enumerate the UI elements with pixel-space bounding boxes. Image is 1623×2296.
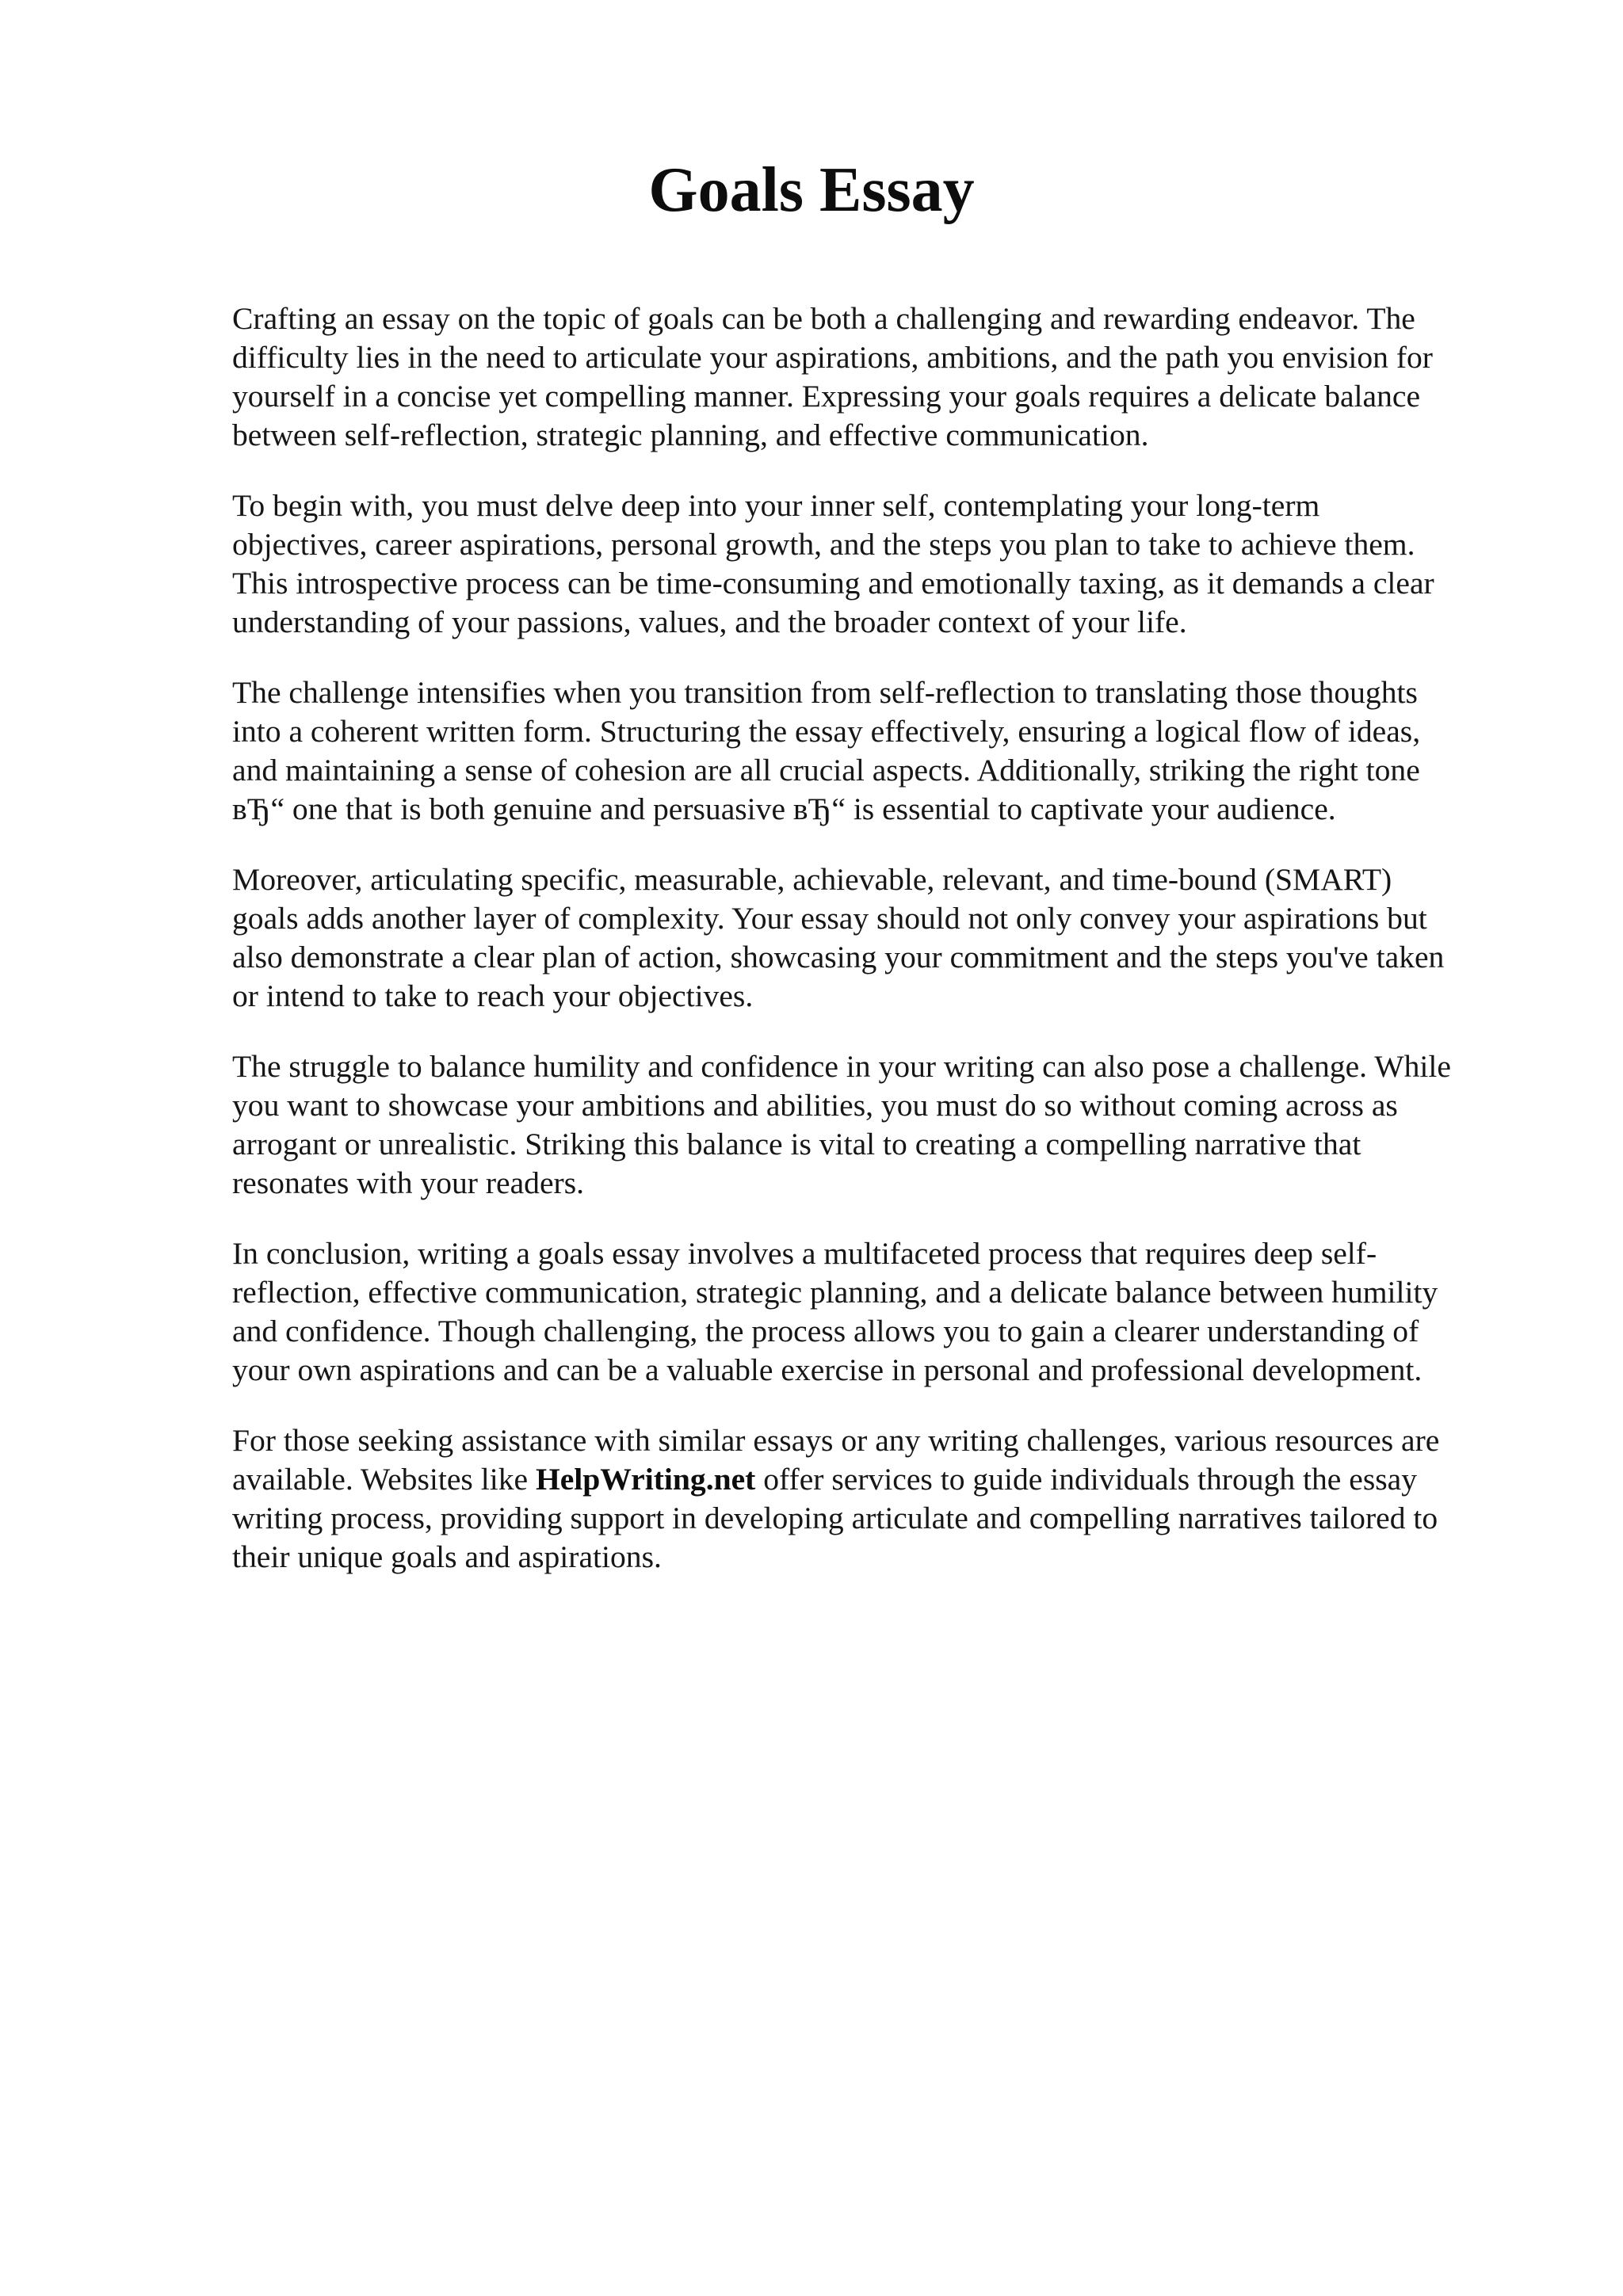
text-segment: offer services to guide individuals through the essay — [755, 1462, 1417, 1497]
paragraph-smart-goals — [232, 860, 1524, 1016]
text-line: and maintaining a sense of cohesion are all crucial aspects. Additionally, striking the right tone — [232, 753, 1420, 788]
text-line: In conclusion, writing a goals essay involves a multifaceted process that requires deep self- — [232, 1236, 1377, 1271]
text-line: Moreover, articulating specific, measurable, achievable, relevant, and time-bound (SMART) — [232, 862, 1392, 897]
text-line-with-brand — [232, 1460, 1524, 1499]
text-line: writing process, providing support in developing articulate and compelling narratives tailored to — [232, 1501, 1438, 1535]
paragraph-conclusion — [232, 1234, 1524, 1390]
text-line: goals adds another layer of complexity. Your essay should not only convey your aspirations but — [232, 901, 1427, 936]
text-line: This introspective process can be time-consuming and emotionally taxing, as it demands a clear — [232, 566, 1434, 601]
text-line: The challenge intensifies when you transition from self-reflection to translating those thoughts — [232, 675, 1418, 710]
paragraph-challenge — [232, 673, 1524, 829]
text-line: into a coherent written form. Structuring the essay effectively, ensuring a logical flow of ideas, — [232, 714, 1421, 749]
text-line: you want to showcase your ambitions and abilities, you must do so without coming across as — [232, 1088, 1398, 1123]
paragraph-humility — [232, 1047, 1524, 1203]
text-line: arrogant or unrealistic. Striking this balance is vital to creating a compelling narrative that — [232, 1127, 1361, 1161]
text-line: your own aspirations and can be a valuable exercise in personal and professional development. — [232, 1352, 1423, 1387]
brand-name: HelpWriting.net — [535, 1462, 756, 1497]
text-line: reflection, effective communication, strategic planning, and a delicate balance between humility — [232, 1275, 1438, 1310]
text-line: understanding of your passions, values, and the broader context of your life. — [232, 605, 1187, 639]
text-line: Crafting an essay on the topic of goals can be both a challenging and rewarding endeavor. The — [232, 301, 1415, 336]
text-segment: available. Websites like — [232, 1462, 536, 1497]
paragraph-resources — [232, 1421, 1524, 1577]
paragraph-intro — [232, 299, 1524, 455]
text-line: yourself in a concise yet compelling manner. Expressing your goals requires a delicate balance — [232, 379, 1421, 414]
text-line: The struggle to balance humility and confidence in your writing can also pose a challenge. While — [232, 1049, 1451, 1084]
text-line: or intend to take to reach your objectives. — [232, 978, 754, 1013]
document-title: Goals Essay — [648, 155, 975, 225]
text-line: and confidence. Though challenging, the process allows you to gain a clearer understanding of — [232, 1314, 1419, 1348]
text-line: вЂ“ one that is both genuine and persuasive вЂ“ is essential to captivate your audience. — [232, 791, 1336, 826]
text-line: objectives, career aspirations, personal growth, and the steps you plan to take to achieve them. — [232, 527, 1415, 562]
text-line: their unique goals and aspirations. — [232, 1539, 662, 1574]
text-line: between self-reflection, strategic planning, and effective communication. — [232, 418, 1149, 452]
paragraph-self-reflection — [232, 486, 1524, 642]
text-line: also demonstrate a clear plan of action, showcasing your commitment and the steps you've taken — [232, 940, 1445, 974]
text-line: For those seeking assistance with similar essays or any writing challenges, various resources are — [232, 1423, 1440, 1458]
document-body — [232, 299, 1524, 1608]
text-line: difficulty lies in the need to articulate your aspirations, ambitions, and the path you envision for — [232, 340, 1433, 375]
text-line: resonates with your readers. — [232, 1165, 584, 1200]
text-line: To begin with, you must delve deep into your inner self, contemplating your long-term — [232, 488, 1320, 523]
